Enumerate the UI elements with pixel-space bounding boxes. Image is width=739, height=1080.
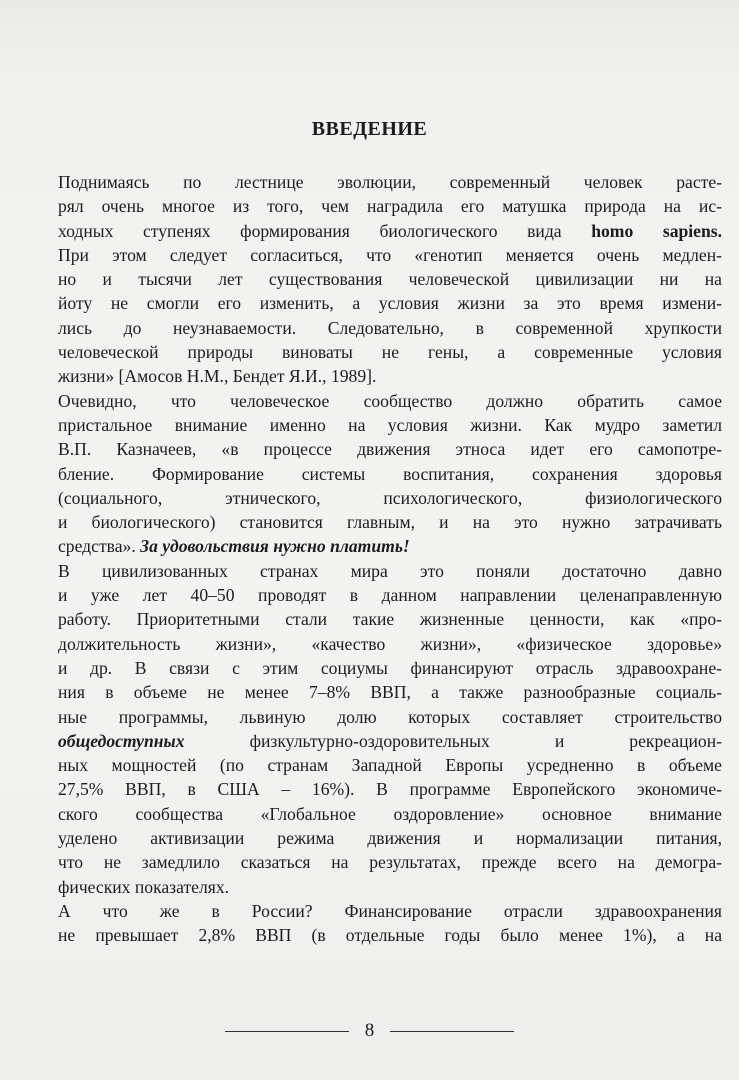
text-line: и биологического) становится главным, и на это нужно затрачивать bbox=[58, 512, 722, 533]
text-line: (социального, этнического, психологического, физиологического bbox=[58, 487, 722, 508]
text-line bbox=[58, 729, 722, 753]
text-line: и уже лет 40–50 проводят в данном направлении целенаправленную bbox=[58, 585, 722, 606]
text-line: но и тысячи лет существования человеческой цивилизации ни на bbox=[58, 269, 722, 290]
paragraph-4 bbox=[58, 899, 722, 948]
page-number: 8 bbox=[364, 1020, 375, 1041]
paragraph-1 bbox=[58, 170, 722, 389]
text-line: А что же в России? Финансирование отрасли здравоохранения bbox=[58, 900, 722, 921]
text-line: В.П. Казначеев, «в процессе движения этноса идет его самопотре- bbox=[58, 439, 722, 460]
text-line: работу. Приоритетными стали такие жизненные ценности, как «про- bbox=[58, 609, 722, 630]
text-line: 27,5% ВВП, в США – 16%). В программе Европейского экономиче- bbox=[58, 779, 722, 800]
text-line: ные программы, львиную долю которых составляет строительство bbox=[58, 706, 722, 727]
text-line: должительность жизни», «качество жизни», «физическое здоровье» bbox=[58, 633, 722, 654]
chapter-heading: ВВЕДЕНИЕ bbox=[311, 118, 428, 140]
footer-rule-left bbox=[225, 1031, 349, 1032]
text-line bbox=[58, 219, 722, 243]
text-line: Очевидно, что человеческое сообщество должно обратить самое bbox=[58, 390, 722, 411]
pay-emphasis: За удовольствия нужно платить! bbox=[140, 536, 410, 557]
text-line: ния в объеме не менее 7–8% ВВП, а также разнообразные социаль- bbox=[58, 682, 722, 703]
text-line: уделено активизации режима движения и нормализации питания, bbox=[58, 828, 722, 849]
paragraph-3 bbox=[58, 559, 722, 899]
text-line: что не замедлило сказаться на результатах, прежде всего на демогра- bbox=[58, 852, 722, 873]
text-line: фических показателях. bbox=[58, 876, 230, 897]
paragraph-2 bbox=[58, 389, 722, 559]
text-line: ных мощностей (по странам Западной Европы усредненно в объеме bbox=[58, 755, 722, 776]
text-line: В цивилизованных странах мира это поняли достаточно давно bbox=[58, 560, 722, 581]
body-text bbox=[58, 170, 722, 948]
text-line: бление. Формирование системы воспитания, сохранения здоровья bbox=[58, 463, 722, 484]
footer-rule-right bbox=[390, 1031, 514, 1032]
text-line-content: физкультурно-оздоровительных и рекреацион- bbox=[184, 730, 722, 751]
page-footer bbox=[0, 1016, 739, 1046]
text-line: пристальное внимание именно на условия жизни. Как мудро заметил bbox=[58, 414, 722, 435]
public-emphasis: общедоступных bbox=[58, 730, 185, 751]
text-line: не превышает 2,8% ВВП (в отдельные годы было менее 1%), а на bbox=[58, 925, 722, 946]
text-line: жизни» [Амосов Н.М., Бендет Я.И., 1989]. bbox=[58, 366, 377, 387]
text-line bbox=[58, 534, 722, 558]
species-emphasis: homo sapiens. bbox=[591, 220, 723, 241]
text-line-content: Поднимаясь по лестнице эволюции, современный человек расте- bbox=[58, 172, 722, 192]
text-line-content: ходных ступенях формирования биологического вида bbox=[58, 220, 592, 241]
text-line: лись до неузнаваемости. Следовательно, в современной хрупкости bbox=[58, 317, 722, 338]
text-line: рял очень многое из того, чем наградила его матушка природа на ис- bbox=[58, 196, 722, 217]
text-line: При этом следует согласиться, что «генотип меняется очень медлен- bbox=[58, 244, 722, 265]
text-line bbox=[58, 170, 722, 194]
text-line: йоту не смогли его изменить, а условия жизни за это время измени- bbox=[58, 293, 722, 314]
text-line-content: средства». bbox=[58, 536, 141, 557]
text-line: и др. В связи с этим социумы финансируют отрасль здравоохране- bbox=[58, 657, 722, 678]
text-line: человеческой природы виноваты не гены, а современные условия bbox=[58, 342, 722, 363]
text-line: ского сообщества «Глобальное оздоровление» основное внимание bbox=[58, 803, 722, 824]
